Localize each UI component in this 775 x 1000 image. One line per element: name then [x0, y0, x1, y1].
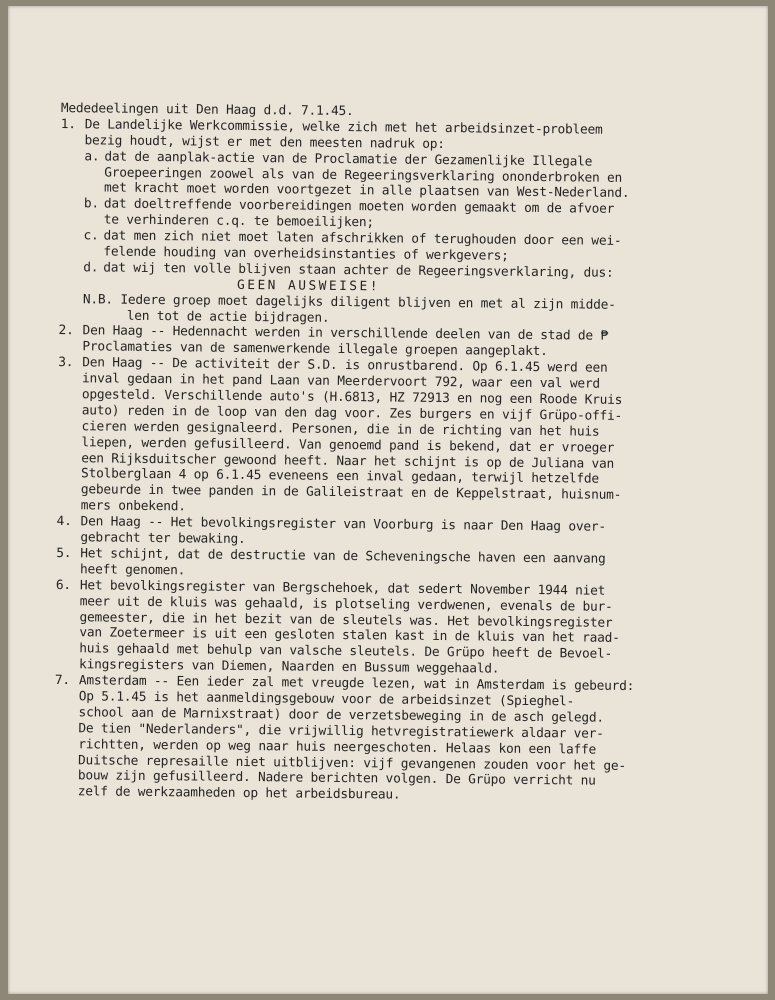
item-line: een Rijksduitscher gewoond heeft. Naar het schijnt is op de Juliana van: [81, 450, 615, 472]
item-line: Den Haag -- Hedennacht werden in verschillende deelen van de stad de ₱: [82, 323, 608, 345]
item-7: [54, 673, 745, 807]
item-line: Duitsche represaille niet uitblijven: vijf gevangenen zouden voor het ge-: [78, 752, 626, 774]
item-line: bezig houdt, wijst er met den meesten nadruk op:: [84, 133, 445, 152]
subitem-line: met kracht moet worden voortgezet in alle plaatsen van West-Nederland.: [104, 180, 630, 202]
item-6: [55, 578, 746, 681]
document-title: Mededeelingen uit Den Haag d.d. 7.1.45.: [60, 101, 354, 120]
subitem-a: [60, 149, 750, 204]
item-line: meer uit de kluis was gehaald, is plotseling verdwenen, evenals de bur-: [79, 593, 613, 615]
item-number: 7.: [54, 673, 71, 689]
item-line: opgesteld. Verschillende auto's (H.6813, HZ 72913 en nog een Roode Kruis: [81, 387, 623, 408]
item-line: Het schijnt, dat de destructie van de Scheveningsche haven een aanvang: [80, 546, 606, 567]
item-line: auto) reden in de loop van den dag voor. Zes burgers en vijf Grüpo-offi-: [81, 403, 623, 424]
item-line: liepen, werden gefusilleerd. Van genoemd pand is bekend, dat er vroeger: [81, 434, 615, 456]
item-line: gemeester, die in het bezit van de sleutels was. Het bevolkingsregister: [79, 609, 613, 631]
item-line: gebeurde in twee panden in de Galileistraat en de Keppelstraat, huisnum-: [80, 482, 622, 504]
subitem-line: Groepeeringen zoowel als van de Regeeringsverklaring ononderbroken en: [104, 165, 623, 186]
item-line: Amsterdam -- Een ieder zal met vreugde lezen, wat in Amsterdam is gebeurd:: [78, 673, 635, 695]
subitem-letter: a.: [84, 148, 100, 165]
item-line: heeft genomen.: [80, 562, 186, 579]
subitem-letter: d.: [83, 260, 99, 276]
item-number: 4.: [56, 514, 72, 530]
typed-text-block: [54, 101, 751, 807]
item-line: mers onbekend.: [80, 498, 186, 515]
subitem-line: dat wij ten volle blijven staan achter de Regeeringsverklaring, dus:: [103, 260, 614, 281]
item-number: 5.: [56, 545, 72, 562]
item-line: huis gehaald met behulp van valsche sleutels. De Grüpo heeft de Bevoel-: [79, 641, 613, 663]
subitem-line: te verhinderen c.q. te bemoeilijken;: [103, 212, 374, 231]
item-body: [55, 578, 746, 681]
item-body: [54, 673, 745, 807]
item-line: Proclamaties van de samenwerkende illegale groepen aangeplakt.: [82, 339, 548, 360]
item-line: inval gedaan in het pand Laan van Meerdervoort 792, waar een val werd: [82, 371, 600, 392]
item-line: cieren werden gesignaleerd. Personen, die in de richting van het huis: [81, 419, 600, 440]
note-line: len tot de actie bijdragen.: [126, 308, 330, 326]
emphasis-line: GEEN AUSWEISE!: [237, 277, 381, 295]
item-line: zelf de werkzaamheden op het arbeidsbureau.: [77, 784, 401, 803]
subitem-letter: b.: [83, 196, 100, 212]
item-line: school aan de Marnixstraat) door de verzetsbeweging in de asch gelegd.: [78, 705, 604, 726]
note-line: N.B. Iedere groep moet dagelijks diligent blijven en met al zijn midde-: [82, 291, 616, 313]
item-line: Den Haag -- Het bevolkingsregister van Voorburg is naar Den Haag over-: [80, 514, 606, 535]
item-3: [57, 355, 749, 521]
subitem-body: [60, 149, 750, 204]
item-number: 1.: [60, 116, 76, 133]
item-line: Stolberglaan 4 op 6.1.45 eveneens een inval gedaan, terwijl hetzelfde: [81, 466, 599, 488]
item-line: Den Haag -- De activiteit der S.D. is onrustbarend. Op 6.1.45 werd een: [82, 355, 608, 376]
item-line: van Zoetermeer is uit een gesloten stalen kast in de kluis van het raad-: [79, 625, 620, 647]
subitem-line: dat de aanplak-actie van de Proclamatie der Gezamenlijke Illegale: [104, 149, 593, 170]
item-line: richtten, werden op weg naar huis neergeschoten. Helaas kon een laffe: [78, 736, 597, 758]
subitem-line: dat doeltreffende voorbereidingen moeten worden gemaakt om de afvoer: [103, 196, 615, 218]
item-number: 3.: [58, 355, 74, 371]
item-line: kingsregisters van Diemen, Naarden en Bussum weggehaald.: [79, 657, 500, 677]
item-line: De tien "Nederlanders", die vrijwillig hetvregistratiewerk aldaar ver-: [78, 720, 604, 742]
item-line: gebracht ter bewaking.: [80, 530, 246, 548]
item-1: [59, 117, 751, 331]
subitem-letter: c.: [83, 228, 99, 244]
document-sheet: [8, 6, 768, 994]
item-line: De Landelijke Werkcommissie, welke zich met het arbeidsinzet-probleem: [84, 117, 603, 138]
item-number: 6.: [55, 577, 72, 593]
item-line: Op 5.1.45 is het aanmeldingsgebouw voor de arbeidsinzet (Spieghel-: [78, 689, 575, 710]
subitem-line: felende houding van overheidsinstanties of werkgevers;: [103, 244, 509, 264]
item-line: bouw zijn gefusilleerd. Nadere berichten volgen. De Grüpo verricht nu: [77, 768, 596, 790]
item-number: 2.: [58, 323, 74, 339]
subitem-line: dat men zich niet moet laten afschrikken of terughouden door een wei-: [103, 228, 622, 250]
item-body: [57, 355, 749, 521]
item-line: Het bevolkingsregister van Bergschehoek, dat sedert November 1944 niet: [79, 577, 606, 599]
